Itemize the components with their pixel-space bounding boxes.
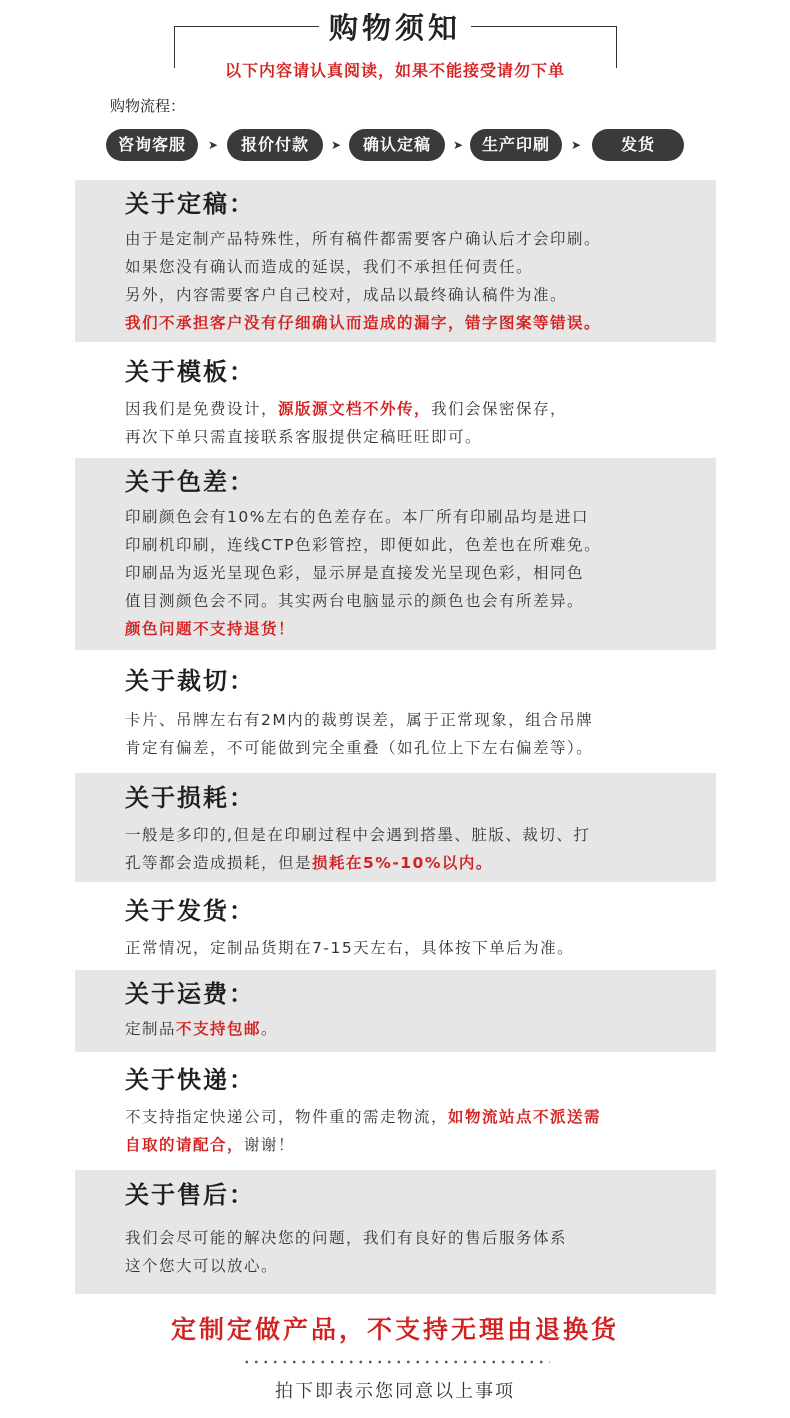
step-ship: 发货 [592, 129, 684, 161]
section-text: 印刷品为返光呈现色彩，显示屏是直接发光呈现色彩，相同色 [125, 564, 585, 582]
notice-text: 以下内容请认真阅读，如果不能接受请勿下单 [0, 58, 790, 81]
section-template [75, 346, 716, 458]
section-freight [75, 970, 716, 1052]
section-title: 关于定稿： [125, 190, 255, 218]
section-text: 不支持指定快递公司，物件重的需走物流，如物流站点不派送需 [125, 1108, 602, 1126]
section-text: 孔等都会造成损耗，但是损耗在5%-10%以内。 [125, 854, 493, 872]
warning-text: 我们不承担客户没有仔细确认而造成的漏字，错字图案等错误。 [125, 314, 602, 332]
section-title: 关于裁切： [125, 667, 255, 695]
section-loss [75, 773, 716, 882]
section-express [75, 1054, 716, 1170]
section-text: 因我们是免费设计，源版源文档不外传，我们会保密保存， [125, 400, 568, 418]
section-text: 自取的请配合，谢谢！ [125, 1136, 296, 1154]
agreement-note: 拍下即表示您同意以上事项 [275, 1381, 515, 1402]
step-quote-pay: 报价付款 [227, 129, 323, 161]
flow-steps [106, 129, 686, 161]
page-title: 购物须知 [0, 6, 790, 47]
section-draft [75, 180, 716, 342]
section-text: 印刷机印刷，连线CTP色彩管控，即便如此，色差也在所难免。 [125, 536, 602, 554]
section-text: 一般是多印的,但是在印刷过程中会遇到搭墨、脏版、裁切、打 [125, 826, 591, 844]
section-shipping [75, 884, 716, 970]
section-text: 另外，内容需要客户自己校对，成品以最终确认稿件为准。 [125, 286, 568, 304]
arrow-icon: ➤ [570, 138, 582, 152]
section-text: 我们会尽可能的解决您的问题，我们有良好的售后服务体系 [125, 1229, 568, 1247]
warning-text: 颜色问题不支持退货！ [125, 620, 296, 638]
section-text: 卡片、吊牌左右有2M内的裁剪误差，属于正常现象，组合吊牌 [125, 711, 594, 729]
section-color-difference [75, 458, 716, 650]
section-text: 这个您大可以放心。 [125, 1257, 279, 1275]
arrow-icon: ➤ [452, 138, 464, 152]
section-cutting [75, 652, 716, 772]
flow-label: 购物流程： [110, 97, 186, 115]
dotted-divider [242, 1360, 550, 1364]
section-title: 关于快递： [125, 1066, 255, 1094]
section-title: 关于运费： [125, 980, 255, 1008]
section-title: 关于色差： [125, 468, 255, 496]
section-text: 正常情况，定制品货期在7-15天左右，具体按下单后为准。 [125, 939, 575, 957]
section-text: 肯定有偏差，不可能做到完全重叠（如孔位上下左右偏差等）。 [125, 739, 594, 757]
section-text: 定制品不支持包邮。 [125, 1020, 279, 1038]
section-after-sales [75, 1170, 716, 1294]
section-title: 关于发货： [125, 897, 255, 925]
section-title: 关于损耗： [125, 784, 255, 812]
section-text: 再次下单只需直接联系客服提供定稿旺旺即可。 [125, 428, 483, 446]
section-title: 关于模板： [125, 358, 255, 386]
section-text: 如果您没有确认而造成的延误，我们不承担任何责任。 [125, 258, 534, 276]
step-consult: 咨询客服 [106, 129, 198, 161]
no-return-warning: 定制定做产品，不支持无理由退换货 [170, 1315, 619, 1344]
section-text: 印刷颜色会有10%左右的色差存在。本厂所有印刷品均是进口 [125, 508, 589, 526]
step-production: 生产印刷 [470, 129, 562, 161]
section-title: 关于售后： [125, 1181, 255, 1209]
section-text: 由于是定制产品特殊性，所有稿件都需要客户确认后才会印刷。 [125, 230, 602, 248]
section-text: 值目测颜色会不同。其实两台电脑显示的颜色也会有所差异。 [125, 592, 585, 610]
arrow-icon: ➤ [330, 138, 342, 152]
step-confirm-draft: 确认定稿 [349, 129, 445, 161]
arrow-icon: ➤ [207, 138, 219, 152]
